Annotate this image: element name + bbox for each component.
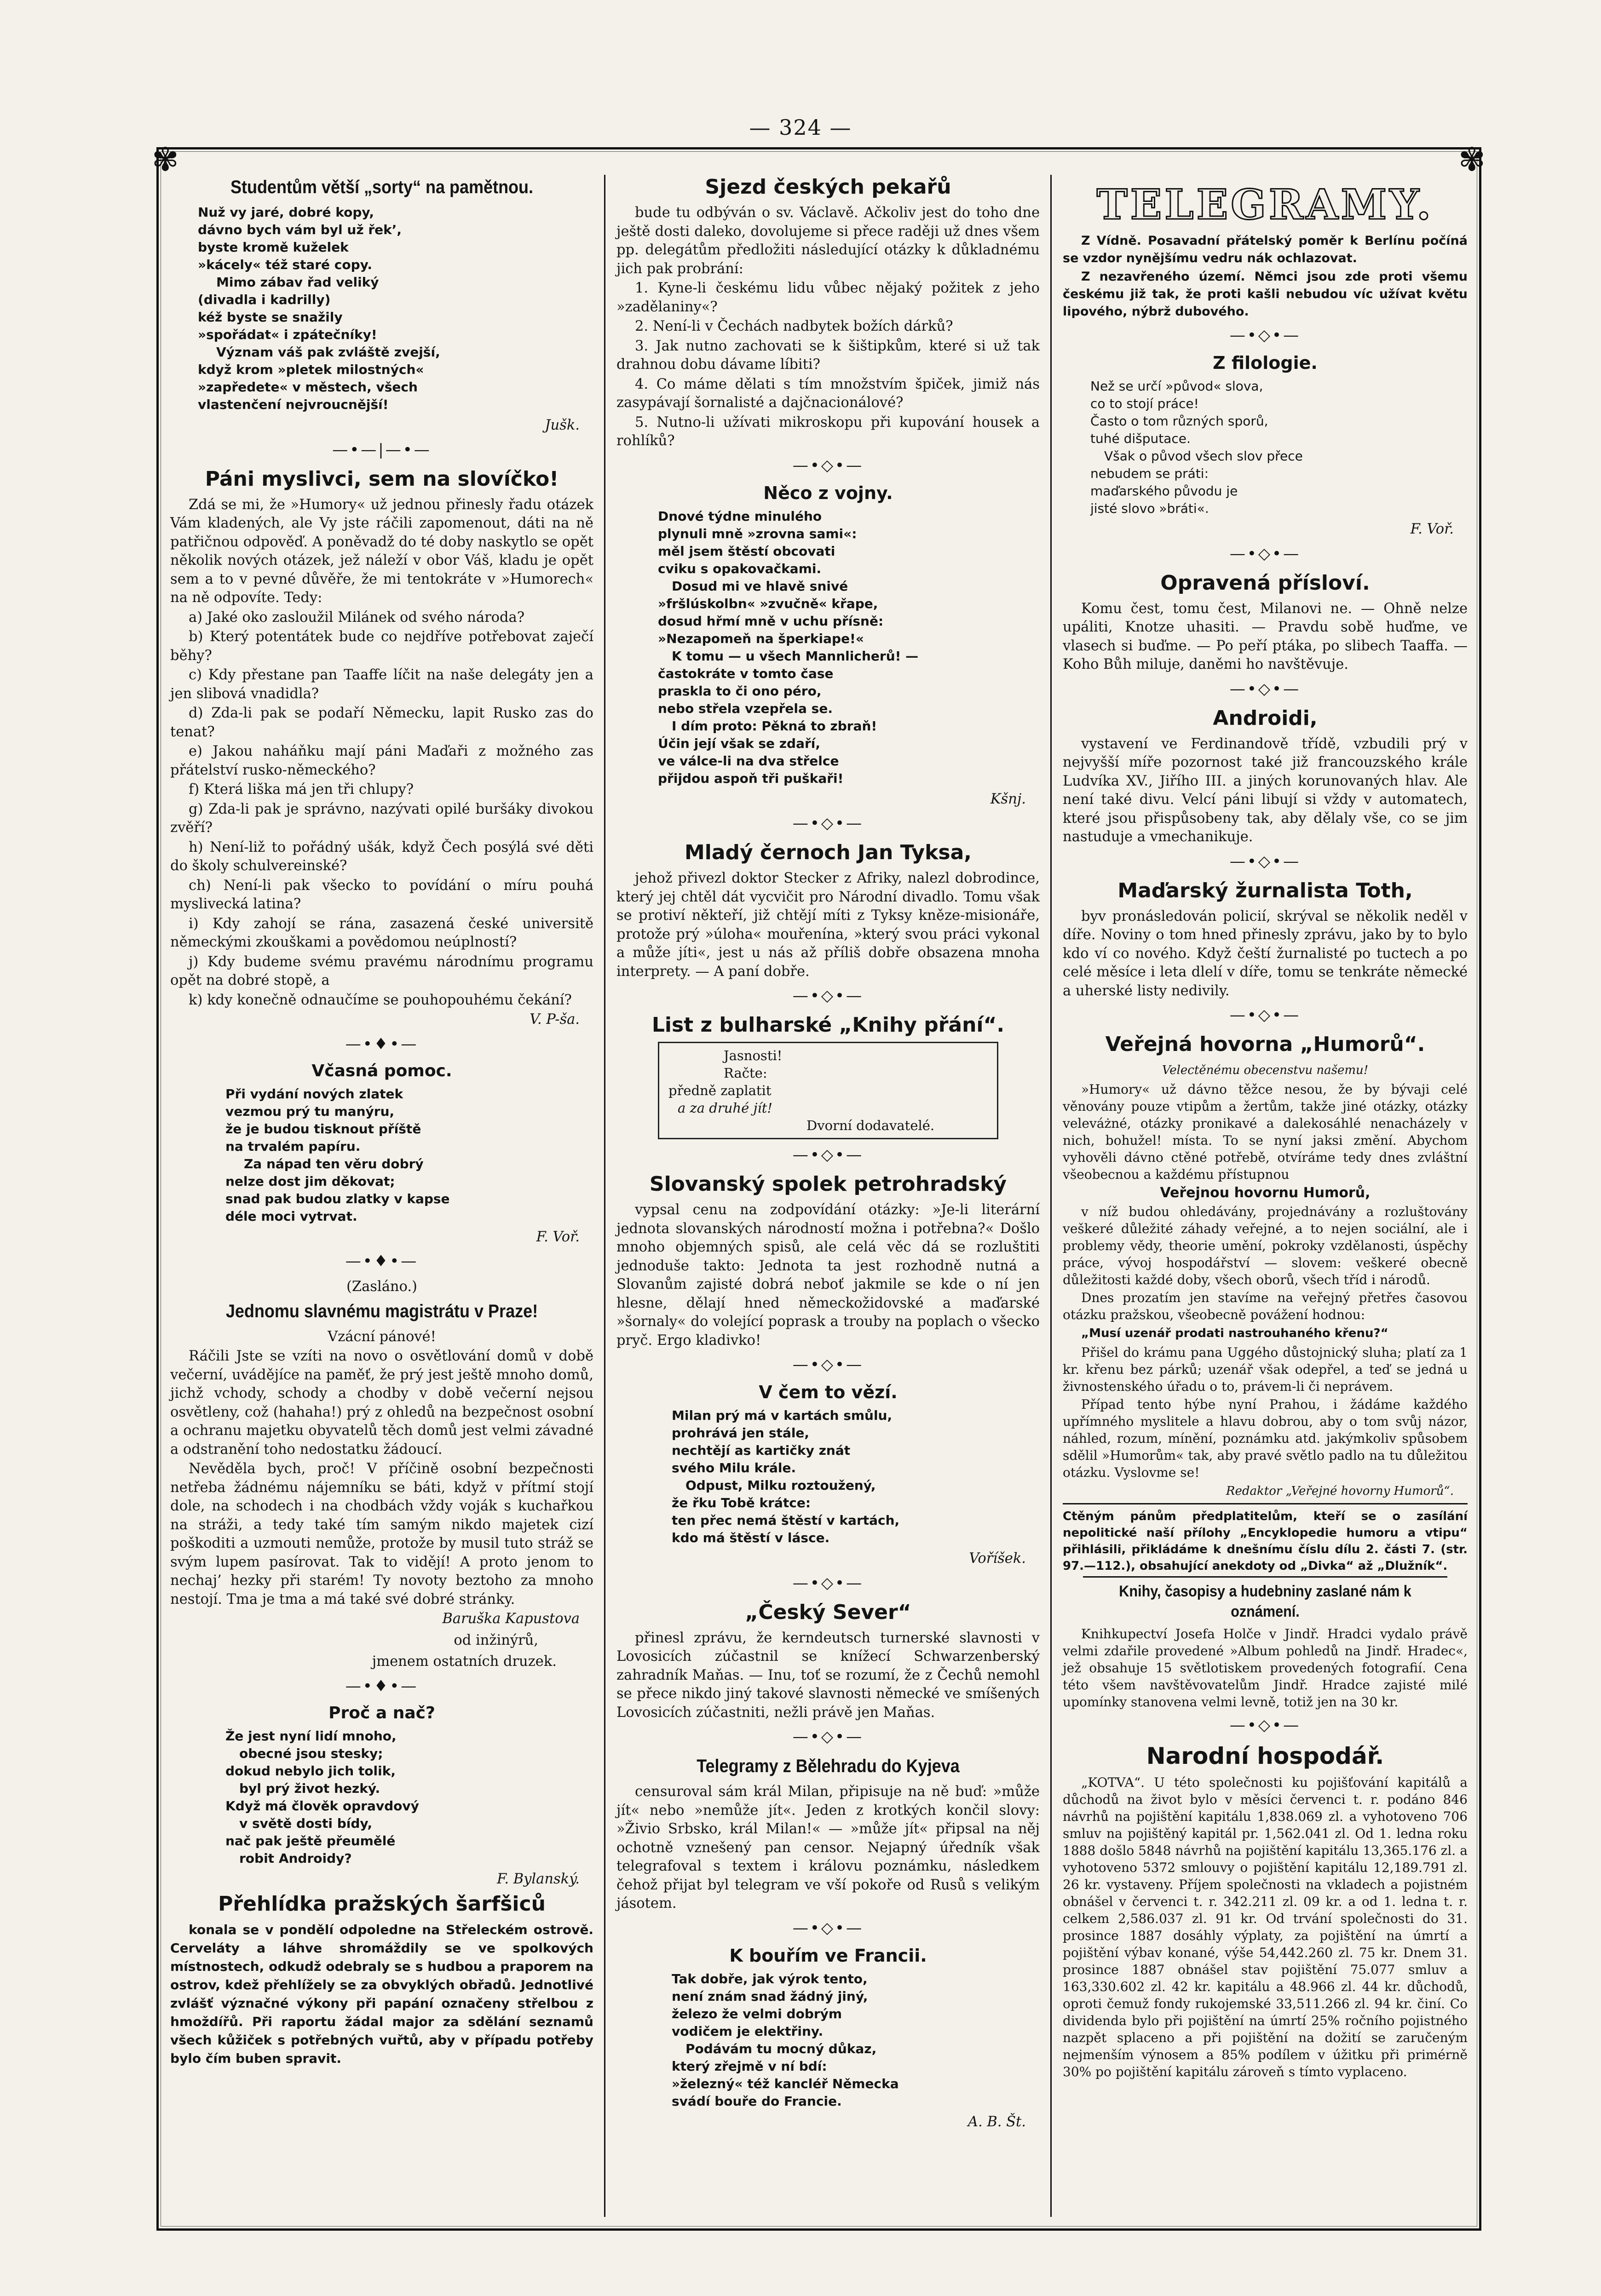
- article-title: Sjezd českých pekařů: [705, 175, 951, 199]
- list-item: 5. Nutno-li užívati mikroskopu při kupování housek a rohlíků?: [616, 414, 1040, 449]
- column-2: [616, 172, 1040, 2134]
- article-title: Mladý černoch Jan Tyksa,: [685, 841, 972, 864]
- article-title: Androidi,: [1213, 706, 1318, 730]
- article-title: Proč a nač?: [328, 1703, 435, 1722]
- divider-ornament: —•◇•—: [792, 1573, 864, 1592]
- article-title: Z filologie.: [1213, 353, 1318, 373]
- article-title: Opravená přísloví.: [1160, 571, 1370, 595]
- paragraph: vypsal cenu na zodpovídání otázky: »Je-li literární jednota slovanských národností možna i potřebna?« Došlo mnoho objemných spisů, ale celá věc dá se rozluštiti jednoduše takto: Jednota ta jest rozhodně nutná a Slovanům zajisté dobrá neboť jakmile se kde o ní jen hlesne, dělají hned německožidovské a maďarské »šornaly« do volející poprask a trouby na poplach o všecko pryč. Ergo kladivko!: [616, 1202, 1040, 1349]
- corner-ornament-icon: ✾: [1458, 141, 1486, 178]
- section-title: TELEGRAMY.: [1096, 180, 1434, 229]
- poem: Milan prý má v kartách smůlu, prohrává jen stále, nechtějí as kartičky znát svého Milu krále. Odpust, Milku roztoužený, že řku Tobě krátce: ten přec nemá štěstí v kartách, kdo má štěstí v lásce.: [672, 1408, 900, 1545]
- article-title: List z bulharské „Knihy přání“.: [651, 1013, 1005, 1037]
- poem: Než se určí »původ« slova, co to stojí práce! Často o tom různých sporů, tuhé dišputace. Však o původ všech slov přece nebudem se práti: maďarského původu je jisté slovo »bráti«.: [1090, 379, 1303, 516]
- paragraph: Ráčili Jste se vzíti na novo o osvětlování domů v době večerní, uvádějíce na paměť, že prý jest ještě mnoho domů, jichž vchody, schody a chodby v době večerní nejsou osvětleny, což (hahaha!) prý z ohledů na bezpečnost osobní a ochranu majetku obyvatelů těch domů jest velmi závadné a odstranění toho nedostatku žádoucí.: [170, 1348, 593, 1458]
- article-title: V čem to vězí.: [759, 1382, 898, 1402]
- paragraph: jehož přivezl doktor Stecker z Afriky, nalezl dobrodince, který jej chtěl dát vycvičit pro Národní divadlo. Tomu však se protiví někteří, již chtějí míti z Tyksy kněze-misionáře, protože prý »úloha« mouřenína, »který svou práci vykonal a může jíti«, jest u nás až příliš dobře obsazena mnoha interprety. — A paní dobře.: [616, 870, 1040, 980]
- paragraph: Případ tento hýbe nyní Prahou, i žádáme každého upřímného myslitele a hlavu dobrou, aby o tom svůj názor, náhled, rozum, mínění, poznámku atd. jakýmkoliv spůsobem sdělil »Humorům« tak, aby pravé světlo padlo na tu důležitou otázku. Vyslovme se!: [1063, 1396, 1468, 1480]
- paragraph: censuroval sám král Milan, připisuje na ně buď: »může jít« nebo »nemůže jít«. Jeden z krotkých končil slovy: »Živio Srbsko, král Milan!« — »může jít« připsal na něj ochotně vznešený pan censor. Nejapný úředník však telegrafoval s textem i královu poznámku, následkem čehož přijat byl telegram ve vší pokoře od Rusů s velikým jásotem.: [616, 1784, 1040, 1911]
- column-1: [170, 172, 593, 2069]
- question: „Musí uzenář prodati nastrouhaného křenu?“: [1081, 1326, 1388, 1340]
- divider-ornament: —•◇•—: [1229, 326, 1301, 344]
- divider-ornament: —•◇•—: [1229, 852, 1301, 871]
- subscriber-notice: Ctěným pánům předplatitelům, kteří se o zasílání nepolitické naší přílohy „Encyklopedie humoru a vtipu“ přihlásili, přikládáme k dnešnímu číslu dílu 2. části 7. (str. 97.—112.), obsahující anekdoty od „Divka“ až „Dlužník“.: [1063, 1503, 1468, 1574]
- paragraph: Dnes prozatím jen stavíme na veřejný přetřes časovou otázku pražskou, všeobecně povážení hodnou:: [1063, 1290, 1468, 1322]
- list-item: i) Kdy zahojí se rána, zasazená české universitě německými zkouškami a povědomou neúplností?: [170, 915, 593, 950]
- corner-ornament-icon: ✾: [152, 141, 179, 178]
- divider-ornament: —•◇•—: [1229, 1716, 1301, 1734]
- subheading: Veřejnou hovornu Humorů,: [1160, 1184, 1371, 1201]
- article-title: Slovanský spolek petrohradský: [649, 1172, 1007, 1196]
- paragraph: vystavení ve Ferdinandově třídě, vzbudili prý v nejvyšší míře pozornost také již francouzského krále Ludvíka XV., Jiřího III. a jiných korunovaných hlav. Ale není také divu. Velcí páni libují si vždy v automatech, které jsou přispůsobeny tak, aby dělaly vše, co se jim nastuduje a vmechanikuje.: [1063, 735, 1468, 845]
- column-3: [1063, 172, 1468, 2081]
- divider-ornament: —•◇•—: [1229, 679, 1301, 698]
- column-rule: [604, 175, 605, 2217]
- note-label: (Zasláno.): [346, 1279, 417, 1295]
- divider-ornament: —•◇•—: [1229, 544, 1301, 563]
- list-item: e) Jakou naháňku mají páni Maďaři z možného zas přátelství rusko-německého?: [170, 743, 593, 778]
- article-title: Něco z vojny.: [763, 482, 893, 503]
- article-title: K bouřím ve Francii.: [729, 1945, 927, 1966]
- poem: Nuž vy jaré, dobré kopy, dávno bych vám byl už řek’, byste kromě kuželek »kácely« též staré copy. Mimo zábav řad veliký (divadla i kadrilly) kéž byste se snažily »spořádat« i zpátečníky! Význam váš pak zvláště zvejší, když krom »pletek milostných« »zapředete« v městech, všech vlastenčení nejvroucnější!: [198, 205, 440, 412]
- author-signature: Redaktor „Veřejné hovorny Humorů“.: [1226, 1484, 1454, 1498]
- author-signature: F. Voř.: [536, 1228, 580, 1245]
- article-title: Maďarský žurnalista Toth,: [1117, 878, 1413, 902]
- divider-ornament: —•◇•—: [792, 1146, 864, 1164]
- author-signature: V. P-ša.: [530, 1011, 580, 1027]
- column-rule: [1050, 175, 1052, 2217]
- author-signature: Kšnj.: [990, 791, 1026, 807]
- list-item: 2. Není-li v Čechách nadbytek božích dárků?: [635, 318, 953, 334]
- salutation: Vzácní pánové!: [328, 1328, 436, 1345]
- poem: Při vydání nových zlatek vezmou prý tu manýru, že je budou tisknout příště na trvalém papíru. Za nápad ten věru dobrý nelze dost jim děkovat; snad pak budou zlatky v kapse déle moci vytrvat.: [225, 1086, 450, 1224]
- article-title: Páni myslivci, sem na slovíčko!: [205, 467, 559, 491]
- author-signature: od inžinýrů,: [454, 1632, 538, 1648]
- paragraph: přinesl zprávu, že kerndeutsch turnerské slavnosti v Lovosicích zúčastnil se knížecí Schwarzenberský zahradník Maňas. — Inu, toť se rozumí, že z Čechů nemohl se přece nikdo jiný takové slavnosti německé ve smíšených Lovosicích zúčastniti, nežli právě jen Maňas.: [616, 1630, 1040, 1721]
- divider-ornament: —•♦•—: [345, 1676, 419, 1695]
- list-item: ch) Není-li pak všecko to povídání o míru pouhá myslivecká latina?: [170, 877, 593, 912]
- divider-ornament: —•◇•—: [1229, 1006, 1301, 1024]
- divider-ornament: —•◇•—: [792, 1355, 864, 1374]
- dedication: Velectěnému obecenstvu našemu!: [1162, 1063, 1369, 1077]
- article-title: Telegramy z Bělehradu do Kyjeva: [697, 1756, 960, 1776]
- divider-ornament: —•◇•—: [792, 1728, 864, 1746]
- list-item: g) Zda-li pak je správno, nazývati opilé buršáky divokou zvěří?: [170, 801, 593, 836]
- list-item: d) Zda-li pak se podaří Německu, lapit Rusko zas do tenat?: [170, 705, 593, 740]
- divider-ornament: —•♦•—: [345, 1252, 419, 1270]
- list-item: 1. Kyne-li českému lidu vůbec nějaký požitek z jeho »zadělaniny«?: [616, 280, 1040, 315]
- divider-ornament: —•◇•—: [792, 1918, 864, 1937]
- divider-ornament: —•♦•—: [345, 1034, 419, 1053]
- paragraph: Z nezavřeného území. Němci jsou zde proti všemu českému již tak, že proti kašli nebudou víc užívat květu lipového, nýbrž dubového.: [1063, 270, 1468, 319]
- divider-ornament: —•—|—•—: [332, 440, 432, 459]
- author-signature: A. B. Št.: [968, 2113, 1026, 2130]
- list-item: j) Kdy budeme svému pravému národnímu programu opět na dobré stopě, a: [170, 953, 593, 988]
- quote-box: Jasnosti! Račte: předně zaplatit a za druhé jít! Dvorní dodavatelé.: [658, 1042, 998, 1139]
- article-title: Jednomu slavnému magistrátu v Praze!: [225, 1301, 538, 1321]
- paragraph: Nevěděla bych, proč! V příčině osobní bezpečnosti netřeba žádnému nájemníku se báti, když v přítmí stojí dole, na schodech i na chodbách vždy voják s kuchařkou na stráži, a tedy také tím samým nikdo majetek cizí poškoditi a uzmouti nemůže, protože by musil tuto stráž se svým lupem pasírovat. Tak to vidějí! A proto jenom to nechaj’ hezky při starém! Ty novoty beztoho za mnoho nestojí. Tma je tma a má také své dobré stránky.: [170, 1461, 593, 1607]
- author-signature: Baruška Kapustova: [442, 1611, 580, 1627]
- list-item: b) Který potentátek bude co nejdříve potřebovat zaječí běhy?: [170, 629, 593, 664]
- article-title: Studentům větší „sorty“ na pamětnou.: [230, 177, 534, 197]
- poem: Tak dobře, jak výrok tento, není znám snad žádný jiný, železo že velmi dobrým vodičem je elektřiny. Podávám tu mocný důkaz, který zřejmě v ní bdí: »železný« též kancléř Německa svádí bouře do Francie.: [672, 1971, 899, 2109]
- paragraph: v níž budou ohledávány, projednávány a rozluštovány veškeré důležité záhady veřejné, a to nejen sociální, ale i problemy vědy, theorie umění, pokroky vzdělanosti, úspěchy práce, vývoj hospodářství — slovem: veškeré obecně důležitosti každé doby, všech oborů, všech tříd i národů.: [1063, 1204, 1468, 1287]
- paragraph: Přišel do krámu pana Uggého důstojnický sluha; platí za 1 kr. křenu bez párků; uzenář však odepřel, a teď se jedná u živnostenského úřadu o to, právem-li či neprávem.: [1063, 1344, 1468, 1394]
- article-title: „Český Sever“: [745, 1600, 911, 1624]
- page-number: — 324 —: [749, 115, 852, 140]
- article-title: Včasná pomoc.: [311, 1061, 452, 1080]
- author-signature: Voříšek.: [969, 1550, 1026, 1567]
- list-item: a) Jaké oko zasloužil Milánek od svého národa?: [189, 609, 525, 626]
- article-title: Narodní hospodář.: [1146, 1743, 1384, 1769]
- list-item: f) Která liška má jen tři chlupy?: [189, 781, 414, 798]
- list-item: c) Kdy přestane pan Taaffe líčit na naše delegáty jen a jen slibová vnadidla?: [170, 667, 593, 702]
- paragraph: bude tu odbýván o sv. Václavě. Ačkoliv jest do toho dne ještě dosti daleko, dovolujeme si přece raději už dnes všem pp. delegátům předložiti následující otázky k důkladnému jich pak probrání:: [616, 205, 1040, 277]
- paragraph: byv pronásledován policií, skrýval se několik neděl v díře. Noviny o tom hned přinesly zprávu, jako by to bylo kdo ví co nového. Když čeští žurnalisté po tuctech a po celé měsíce i leta dlelí v díře, tomu se tenkráte německé a uherské listy nedivily.: [1063, 908, 1468, 999]
- author-signature: F. Voř.: [1410, 521, 1454, 537]
- list-item: h) Není-liž to pořádný ušák, když Čech posýlá své děti do školy schulvereinské?: [170, 839, 593, 874]
- list-item: 4. Co máme dělati s tím množstvím špiček, jimiž nás zasypávají šornalisté a dajčnacionálové?: [616, 376, 1040, 411]
- article-title: Veřejná hovorna „Humorů“.: [1105, 1033, 1425, 1056]
- article-title: Knihy, časopisy a hudebniny zaslané nám k oznámení.: [1083, 1576, 1447, 1622]
- paragraph: konala se v pondělí odpoledne na Střeleckém ostrově. Cerveláty a láhve shromáždily se ve spolkových místnostech, odkudž odebraly se s hudbou a praporem na ostrov, kdež přehlížely se za obvyklých obřadů. Jednotlivé zvlášť význačné výkony při papání označeny střelbou z hmoždířů. Při raportu žádal major za sdělání seznamů všech kůžiček s potřebných vuřtů, aby v případu potřeby bylo čím buben spravit.: [170, 1922, 593, 2066]
- article-title: Přehlídka pražských šarfšiců: [218, 1892, 546, 1916]
- list-item: k) kdy konečně odnaučíme se pouhopouhému čekání?: [189, 992, 572, 1008]
- paragraph: Z Vídně. Posavadní přátelský poměr k Berlínu počíná se vzdor nynějšímu vedru nák ochlazovat.: [1063, 234, 1468, 265]
- poem: Že jest nyní lidí mnoho, obecné jsou stesky; dokud nebylo jich tolik, byl prý život hezký. Když má člověk opravdový v světě dosti bídy, nač pak ještě přeumělé robit Androidy?: [225, 1728, 419, 1866]
- paragraph: Knihkupectví Josefa Holče v Jindř. Hradci vydalo právě velmi zdařile provedené »Album pohledů na Jindř. Hradec«, jež obsahuje 15 světlotiskem provedených fotografií. Cena této všem navštěvovatelům Jindř. Hradce zajisté milé upomínky stanovena velmi levně, totiž jen na 30 kr.: [1063, 1626, 1468, 1710]
- author-signature: jmenem ostatních druzek.: [372, 1653, 557, 1670]
- divider-ornament: —•◇•—: [792, 456, 864, 475]
- paragraph: »Humory« už dávno těžce nesou, že by bývaji celé věnovány pouze vtipům a žertům, takže jiné otázky, otázky veleváżné, otázky pronikavé a dalekosáhlé nenacházely v nich, bohužel! místa. To se nyní jaksi změní. Abychom vyhověli dávno ctěné potřebě, otvíráme tedy dnes zvláštní všeobecnou a každému přístupnou: [1063, 1081, 1468, 1182]
- paragraph: Komu čest, tomu čest, Milanovi ne. — Ohně nelze upáliti, Knotze uhasiti. — Pravdu sobě huďme, ve vlasech si buďme. — Po peří ptáka, po slibech Taaffa. — Koho Bůh miluje, daněmi ho navštěvuje.: [1063, 600, 1468, 672]
- paragraph: „KOTVA“. U této společnosti ku pojišťování kapitálů a důchodů na život bylo v měsíci červenci t. r. podáno 846 návrhů na pojištění kapitálu 1,838.069 zl. a vyhotoveno 706 smluv na pojištěný kapitál pr. 1,562.041 zl. Od 1. ledna roku 1888 došlo 5848 návrhů na pojištění kapitálu 13,365.176 zl. a vyhotoveno 5372 smlouvy o pojištění kapitálu 12,189.791 zl. 26 kr. vystaveny. Příjem společnosti na vkladech a pojistném obnášel v červenci t. r. 342.211 zl. 09 kr. a od 1. ledna t. r. celkem 2,586.037 zl. 91 kr. Od trvání společnosti do 31. prosince 1887 dosáhly výplaty, za pojištění na úmrtí a pojištění výbav konané, výše 54,442.260 zl. 75 kr. Dnem 31. prosince 1887 obnášel stav pojištění 75.077 smluv a 163,330.602 zl. 42 kr. kapitálu a 48.966 zl. 44 kr. důchodů, oproti čemuž fondy rukojemské 33,511.266 zl. 94 kr. činí. Co dividenda bylo při pojištění na úmrtí 25% ročního pojistného nazpět splaceno a při pojištění na dožití se zaručeným nejmenším výnosem a 85% podílem v úžitku při primérně 30% po pojištění kapitálu zároveň s tímto vyplaceno.: [1063, 1775, 1468, 2079]
- author-signature: F. Bylanský.: [496, 1871, 580, 1887]
- divider-ornament: —•◇•—: [792, 987, 864, 1005]
- author-signature: Jušk.: [545, 417, 580, 433]
- paragraph: Zdá se mi, že »Humory« už jednou přinesly řadu otázek Vám kladených, ale Vy jste ráčili zapomenout, dáti na ně patřičnou odpověď. A poněvadž do té doby naskytlo se opět několik nových otázek, jež náleží v obor Váš, kladu je opět sem a to v pevné důvěře, že mi tentokráte v »Humorech« na ně odpovíte. Tedy:: [170, 496, 593, 606]
- divider-ornament: —•◇•—: [792, 814, 864, 832]
- poem: Dnové týdne minulého plynuli mně »zrovna sami«: měl jsem štěstí obcovati cviku s opakovačkami. Dosud mi ve hlavě snivé »fršlúskolbn« »zvučně« křape, dosud hřmí mně v uchu přísně: »Nezapomeň na šperkiape!« K tomu — u všech Mannlicherů! — častokráte v tomto čase praskla to či ono péro, nebo střela vzepřela se. I dím proto: Pěkná to zbraň! Účin její však se zdaří, ve válce-li na dva střelce přijdou aspoň tři puškaři!: [658, 508, 919, 786]
- list-item: 3. Jak nutno zachovati se k šištipkům, které si už tak drahnou dobu dávame líbiti?: [616, 338, 1040, 373]
